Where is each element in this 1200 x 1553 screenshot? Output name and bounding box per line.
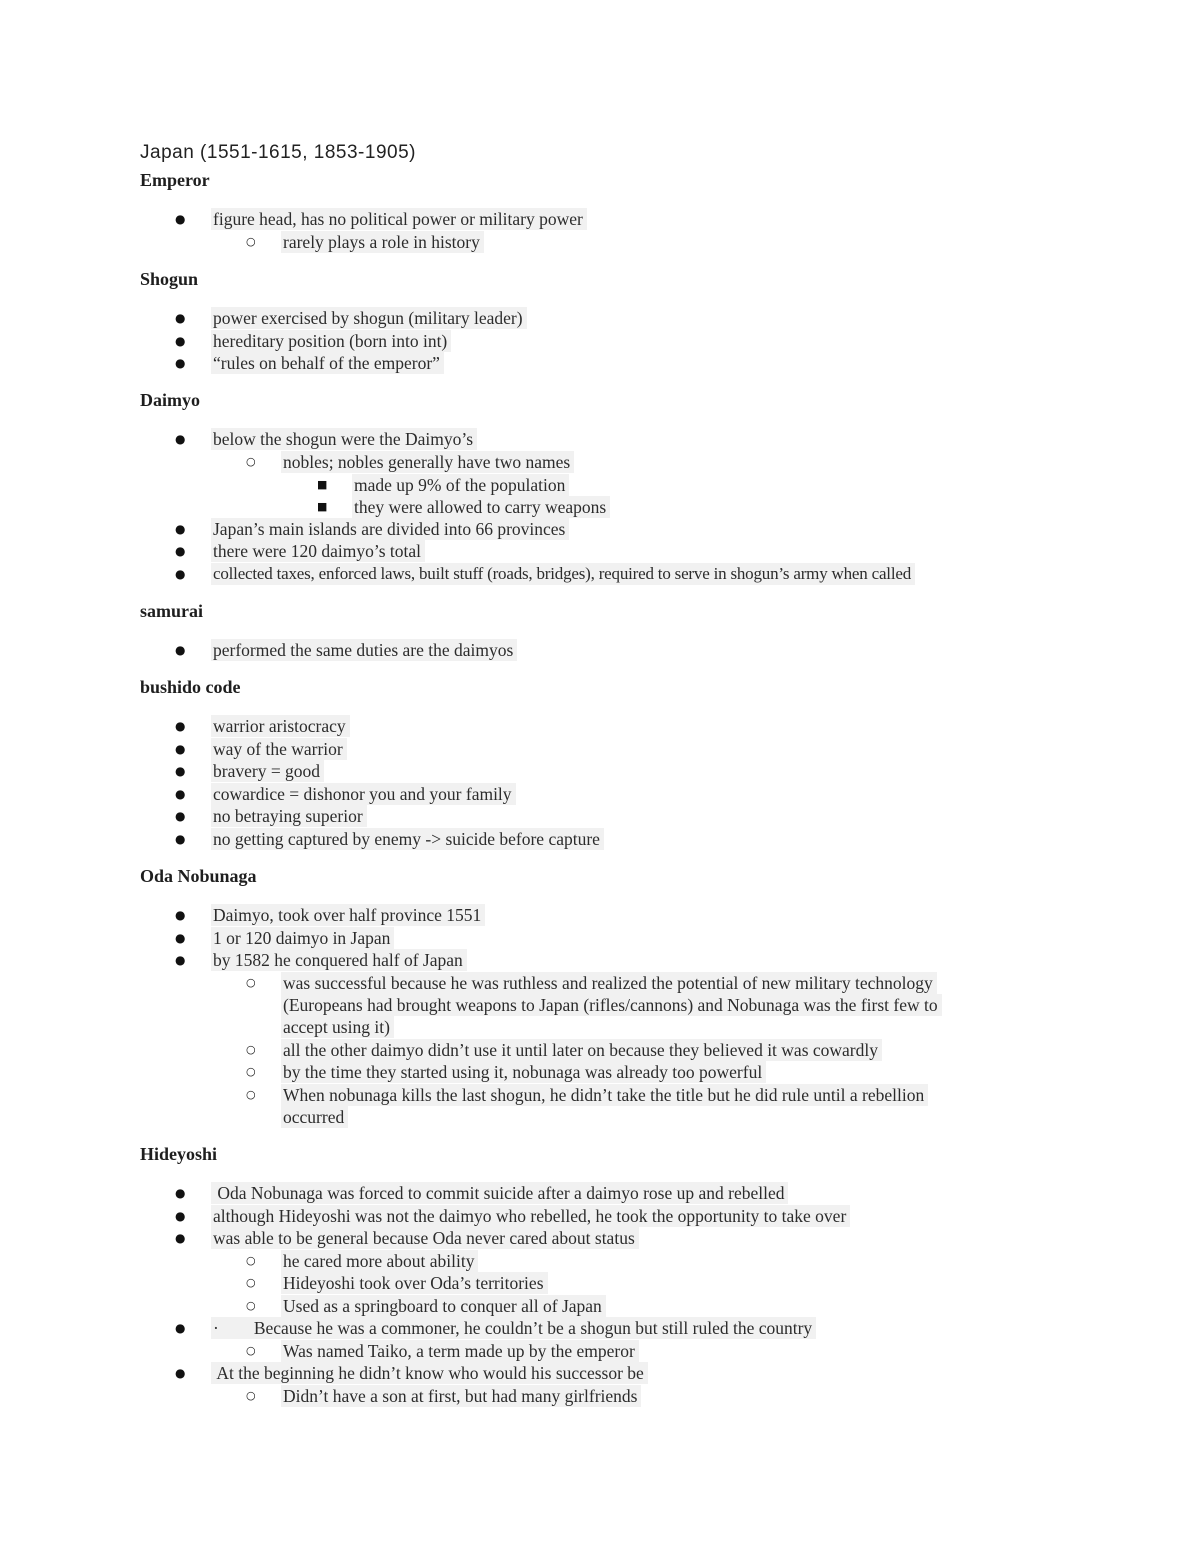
- list-item: there were 120 daimyo’s total: [211, 540, 425, 562]
- list-item: Hideyoshi took over Oda’s territories: [281, 1272, 548, 1294]
- list-item: below the shogun were the Daimyo’s: [211, 428, 477, 450]
- heading-bushido-code: bushido code: [140, 677, 241, 697]
- bullet-dot: ●: [175, 567, 186, 581]
- bullet-dot: ●: [175, 522, 186, 536]
- bullet-dot: ●: [175, 1209, 186, 1223]
- heading-shogun: Shogun: [140, 269, 199, 289]
- bullet-dot: ●: [175, 356, 186, 370]
- list-item: was successful because he was ruthless and realized the potential of new military technology: [281, 972, 937, 994]
- bullet-circle: ○: [246, 976, 256, 989]
- list-item: he cared more about ability: [281, 1250, 478, 1272]
- bullet-circle: ○: [246, 455, 256, 468]
- list-item: they were allowed to carry weapons: [352, 496, 610, 518]
- list-item: cowardice = dishonor you and your family: [211, 783, 516, 805]
- bullet-dot: ●: [175, 334, 186, 348]
- list-item: was able to be general because Oda never cared about status: [211, 1227, 639, 1249]
- heading-daimyo: Daimyo: [140, 390, 200, 410]
- list-item: nobles; nobles generally have two names: [281, 451, 574, 473]
- bullet-dot: ●: [175, 764, 186, 778]
- bullet-dot: ●: [175, 432, 186, 446]
- list-item: all the other daimyo didn’t use it until later on because they believed it was cowardly: [281, 1039, 882, 1061]
- bullet-dot: ●: [175, 643, 186, 657]
- bullet-dot: ●: [175, 1231, 186, 1245]
- heading-oda-nobunaga: Oda Nobunaga: [140, 866, 257, 886]
- bullet-dot: ●: [175, 953, 186, 967]
- list-item: Oda Nobunaga was forced to commit suicide after a daimyo rose up and rebelled: [211, 1182, 788, 1204]
- bullet-circle: ○: [246, 1043, 256, 1056]
- list-item: made up 9% of the population: [352, 474, 569, 496]
- list-item: Japan’s main islands are divided into 66 provinces: [211, 518, 569, 540]
- list-item: performed the same duties are the daimyos: [211, 639, 517, 661]
- bullet-dot: ●: [175, 832, 186, 846]
- bullet-circle: ○: [246, 1299, 256, 1312]
- list-item: although Hideyoshi was not the daimyo who rebelled, he took the opportunity to take over: [211, 1205, 850, 1227]
- list-item-continuation: occurred: [281, 1106, 348, 1128]
- heading-emperor: Emperor: [140, 170, 210, 190]
- list-item: no getting captured by enemy -> suicide before capture: [211, 828, 604, 850]
- list-item: At the beginning he didn’t know who would his successor be: [211, 1362, 648, 1384]
- list-item: Used as a springboard to conquer all of Japan: [281, 1295, 606, 1317]
- list-item-continuation: (Europeans had brought weapons to Japan (rifles/cannons) and Nobunaga was the first few to: [281, 994, 942, 1016]
- bullet-dot: ●: [175, 1321, 186, 1335]
- bullet-dot: ●: [175, 1186, 186, 1200]
- bullet-dot: ●: [175, 311, 186, 325]
- list-item: way of the warrior: [211, 738, 347, 760]
- bullet-dot: ●: [175, 787, 186, 801]
- list-item: “rules on behalf of the emperor”: [211, 352, 444, 374]
- bullet-dot: ●: [175, 719, 186, 733]
- bullet-circle: ○: [246, 1389, 256, 1402]
- bullet-circle: ○: [246, 1088, 256, 1101]
- list-item: by the time they started using it, nobunaga was already too powerful: [281, 1061, 766, 1083]
- bullet-square: ■: [317, 500, 328, 513]
- heading-samurai: samurai: [140, 601, 203, 621]
- bullet-dot: ●: [175, 544, 186, 558]
- list-item: warrior aristocracy: [211, 715, 350, 737]
- bullet-circle: ○: [246, 1254, 256, 1267]
- list-item: Was named Taiko, a term made up by the emperor: [281, 1340, 639, 1362]
- list-item: Daimyo, took over half province 1551: [211, 904, 485, 926]
- bullet-square: ■: [317, 478, 328, 491]
- bullet-circle: ○: [246, 1276, 256, 1289]
- list-item: figure head, has no political power or military power: [211, 208, 587, 230]
- bullet-dot: ●: [175, 931, 186, 945]
- bullet-dot: ●: [175, 212, 186, 226]
- bullet-dot: ●: [175, 908, 186, 922]
- list-item: · Because he was a commoner, he couldn’t be a shogun but still ruled the country: [211, 1317, 816, 1339]
- bullet-circle: ○: [246, 1344, 256, 1357]
- list-item: bravery = good: [211, 760, 324, 782]
- list-item: power exercised by shogun (military leader): [211, 307, 527, 329]
- list-item: collected taxes, enforced laws, built stuff (roads, bridges), required to serve in shogun’s army when called: [211, 563, 915, 585]
- list-item: 1 or 120 daimyo in Japan: [211, 927, 394, 949]
- bullet-circle: ○: [246, 235, 256, 248]
- list-item: by 1582 he conquered half of Japan: [211, 949, 467, 971]
- list-item: no betraying superior: [211, 805, 367, 827]
- heading-hideyoshi: Hideyoshi: [140, 1144, 218, 1164]
- bullet-dot: ●: [175, 809, 186, 823]
- list-item-continuation: accept using it): [281, 1016, 394, 1038]
- list-item: rarely plays a role in history: [281, 231, 484, 253]
- list-item: When nobunaga kills the last shogun, he didn’t take the title but he did rule until a rebellion: [281, 1084, 928, 1106]
- document-title: Japan (1551-1615, 1853-1905): [140, 142, 416, 163]
- bullet-dot: ●: [175, 1366, 186, 1380]
- bullet-circle: ○: [246, 1065, 256, 1078]
- bullet-dot: ●: [175, 742, 186, 756]
- list-item: hereditary position (born into int): [211, 330, 451, 352]
- list-item: Didn’t have a son at first, but had many girlfriends: [281, 1385, 641, 1407]
